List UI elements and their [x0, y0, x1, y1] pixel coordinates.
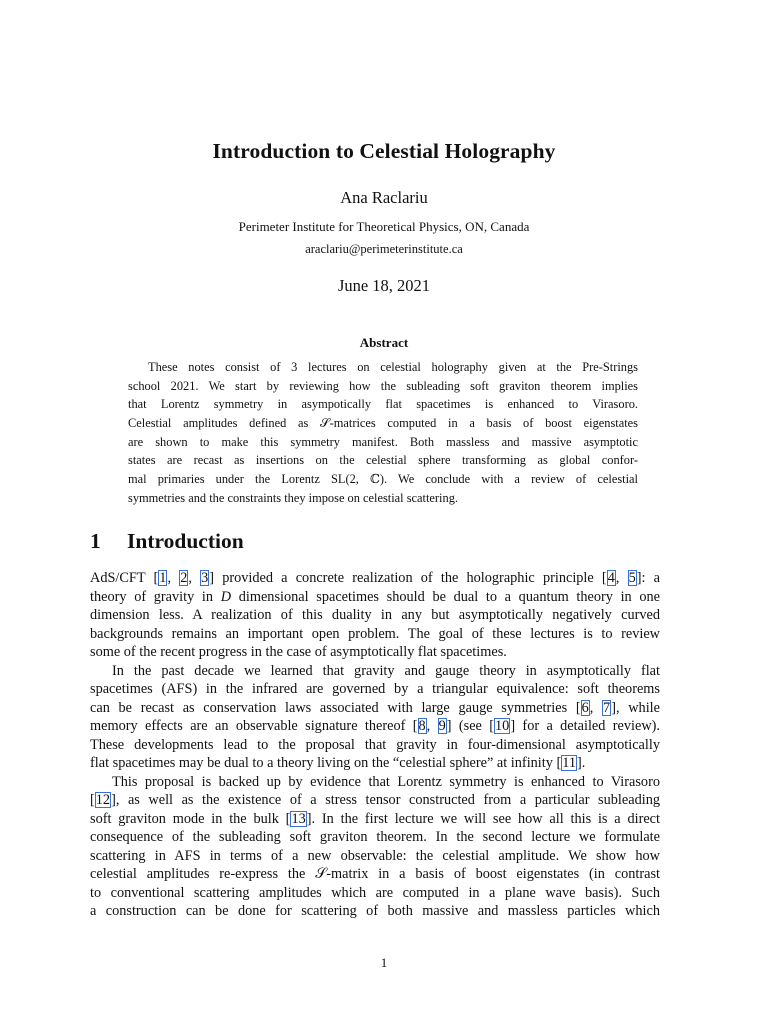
abstract-line: states are recast as insertions on the celestial sphere transforming as global confor-: [128, 453, 638, 468]
body-line: These developments lead to the proposal that gravity in four-dimensional asymptotically: [90, 736, 660, 753]
citation-link[interactable]: 10: [495, 718, 510, 734]
body-line: a construction can be done for scattering of both massive and massless particles which: [90, 903, 660, 919]
body-line: In the past decade we learned that gravity and gauge theory in asymptotically flat: [112, 662, 660, 679]
citation-link[interactable]: 12: [95, 792, 111, 808]
body-line: spacetimes (AFS) in the infrared are governed by a triangular equivalence: soft theorems: [90, 681, 660, 697]
body-line: consequence of the subleading soft graviton theorem. In the second lecture we formulate: [90, 829, 660, 845]
section-title: Introduction: [127, 529, 244, 553]
abstract-line: These notes consist of 3 lectures on celestial holography given at the Pre-Strings: [148, 360, 638, 374]
abstract-line: symmetries and the constraints they impose on celestial scattering.: [128, 490, 458, 505]
body-line: memory effects are an observable signature thereof [8, 9] (see [10] for a detailed review).: [90, 718, 660, 734]
citation-link[interactable]: 6: [581, 699, 589, 716]
citation-link[interactable]: 9: [438, 718, 446, 734]
abstract-line: mal primaries under the Lorentz SL(2, ℂ). We conclude with a review of celestial: [128, 472, 638, 487]
body-line: scattering in AFS in terms of a new observable: the celestial amplitude. We show how: [90, 847, 660, 864]
author-name: Ana Raclariu: [340, 188, 428, 207]
citation-link[interactable]: 8: [418, 718, 426, 734]
citation-link[interactable]: 13: [291, 810, 306, 827]
section-number: 1: [90, 529, 101, 553]
section-heading: [90, 529, 244, 554]
author-email[interactable]: araclariu@perimeterinstitute.ca: [305, 242, 463, 256]
body-line: This proposal is backed up by evidence that Lorentz symmetry is enhanced to Virasoro: [112, 773, 660, 790]
abstract-body: [128, 358, 638, 508]
page-number: 1: [380, 955, 388, 970]
abstract-line: school 2021. We start by reviewing how the subleading soft graviton theorem implies: [128, 378, 638, 393]
paper-date: June 18, 2021: [337, 276, 431, 295]
body-line: flat spacetimes may be dual to a theory living on the “celestial sphere” at infinity [11].: [90, 755, 586, 771]
paper-title: Introduction to Celestial Holography: [212, 139, 556, 163]
citation-link[interactable]: 1: [159, 570, 167, 586]
body-line: [12], as well as the existence of a stress tensor constructed from a particular subleading: [90, 792, 660, 808]
citation-link[interactable]: 7: [603, 699, 611, 716]
body-line: backgrounds remains an important open problem. The goal of these lectures is to review: [90, 625, 660, 642]
abstract-line: are shown to make this symmetry manifest. Both massless and massive asymptotic: [128, 434, 638, 449]
abstract-line: Celestial amplitudes defined as 𝒮-matrices computed in a basis of boost eigenstates: [128, 416, 638, 431]
citation-link[interactable]: 11: [562, 755, 577, 771]
citation-link[interactable]: 5: [628, 570, 636, 586]
abstract-heading: Abstract: [359, 335, 409, 350]
body-line: AdS/CFT [1, 2, 3] provided a concrete realization of the holographic principle [4, 5]: a: [90, 570, 660, 586]
body-line: theory of gravity in D dimensional spacetimes should be dual to a quantum theory in one: [90, 588, 660, 605]
body-line: to conventional scattering amplitudes which are computed in a plane wave basis). Such: [90, 884, 660, 901]
section-body: [90, 569, 660, 921]
citation-link[interactable]: 4: [607, 570, 615, 586]
body-line: can be recast as conservation laws associated with large gauge symmetries [6, 7], while: [90, 699, 660, 716]
body-line: soft graviton mode in the bulk [13]. In the first lecture we will see how all this is a direct: [90, 810, 660, 827]
body-line: dimension less. A realization of this duality in any but asymptotically negatively curved: [90, 607, 660, 623]
citation-link[interactable]: 3: [201, 570, 209, 586]
abstract-line: that Lorentz symmetry in asympotically flat spacetimes is enhanced to Virasoro.: [128, 397, 638, 412]
body-line: some of the recent progress in the case of asymptotically flat spacetimes.: [90, 644, 507, 660]
body-line: celestial amplitudes re-express the 𝒮-matrix in a basis of boost eigenstates (in contrast: [90, 866, 660, 882]
citation-link[interactable]: 2: [180, 570, 188, 586]
author-affiliation: Perimeter Institute for Theoretical Physics, ON, Canada: [238, 219, 530, 234]
